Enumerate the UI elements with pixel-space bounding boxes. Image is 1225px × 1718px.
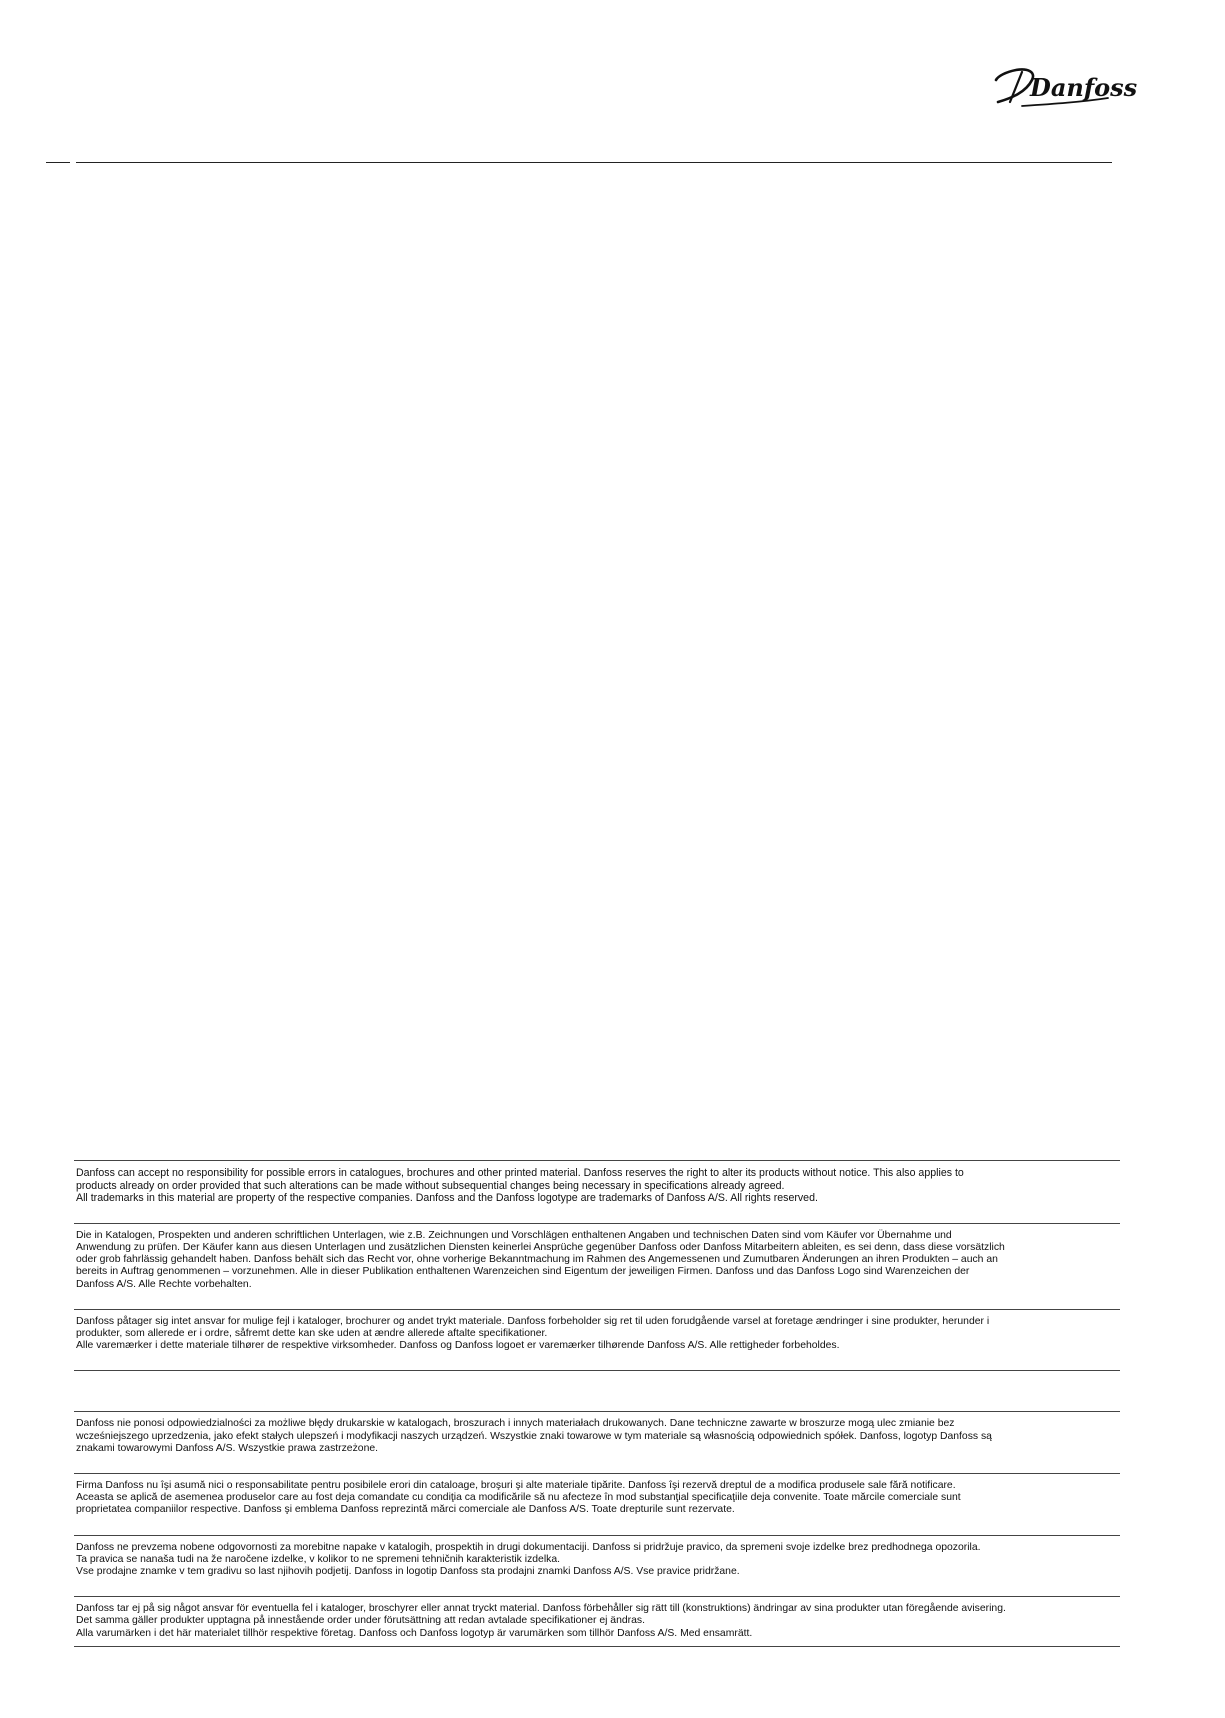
disclaimer-line: oder grob fahrlässig gehandelt haben. Danfoss behält sich das Recht vor, ohne vorherige Bekanntmachung im Rahmen des Angemessenen und Zumutbaren Änderungen an ihren Produkten – auch an: [76, 1254, 998, 1266]
disclaimer-line: Alle varemærker i dette materiale tilhører de respektive virksomheder. Danfoss og Danfoss logoet er varemærker tilhørende Danfoss A/S. Alle rettigheder forbeholdes.: [76, 1340, 840, 1352]
disclaimer-line: produkter, som allerede er i ordre, såfremt dette kan ske uden at ændre allerede aftalte specifikationer.: [76, 1328, 548, 1339]
disclaimer-empty: [74, 1370, 1120, 1399]
disclaimer-line: Danfoss påtager sig intet ansvar for mulige fejl i kataloger, brochurer og andet trykt materiale. Danfoss forbeholder sig ret til uden forudgående varsel at foretage ændringer i sine produkter, herunder i: [76, 1315, 990, 1327]
disclaimer-line: Firma Danfoss nu îşi asumă nici o responsabilitate pentru posibilele erori din cataloage, broşuri şi alte materiale tipărite. Danfoss îşi rezervă dreptul de a modifica produsele sale fără notificare.: [76, 1480, 956, 1492]
danfoss-logo: [992, 62, 1138, 110]
logo-wordmark: Danfoss: [1030, 73, 1138, 102]
disclaimer-line: Die in Katalogen, Prospekten und anderen schriftlichen Unterlagen, wie z.B. Zeichnungen und Vorschlägen enthaltenen Angaben und technischen Daten sind vom Käufer vor Übernahme und: [76, 1229, 952, 1241]
disclaimer-polish: [74, 1411, 1120, 1461]
disclaimer-line: bereits in Auftrag genommenen – vorzunehmen. Alle in dieser Publikation enthaltenen Warenzeichen sind Eigentum der jeweiligen Firmen. Danfoss und das Danfoss Logo sind Warenzeichen der: [76, 1266, 970, 1278]
disclaimer-line: Danfoss nie ponosi odpowiedzialności za możliwe błędy drukarskie w katalogach, broszurach i innych materiałach drukowanych. Dane techniczne zawarte w broszurze mogą ulec zmianie bez: [76, 1418, 955, 1430]
disclaimer-line: znakami towarowymi Danfoss A/S. Wszystkie prawa zastrzeżone.: [76, 1442, 379, 1454]
disclaimer-line: Ta pravica se nanaša tudi na že naročene izdelke, v kolikor to ne spremeni tehničnih karakteristik izdelka.: [76, 1553, 560, 1565]
disclaimer-line: Danfoss tar ej på sig något ansvar för eventuella fel i kataloger, broschyrer eller annat tryckt material. Danfoss förbehåller sig rätt till (konstruktions) ändringar av sina produkter utan föregående avisering.: [76, 1603, 1006, 1615]
disclaimer-line: Danfoss A/S. Alle Rechte vorbehalten.: [76, 1278, 252, 1290]
disclaimer-line: Danfoss ne prevzema nobene odgovornosti za morebitne napake v katalogih, prospektih in drugi dokumentaciji. Danfoss si pridržuje pravico, da spremeni svoje izdelke brez predhodnega opozorila.: [76, 1541, 981, 1553]
disclaimer-german: [74, 1223, 1120, 1297]
disclaimer-line: proprietatea companiilor respective. Danfoss şi emblema Danfoss reprezintă mărci comerciale ale Danfoss A/S. Toate drepturile sunt rezervate.: [76, 1504, 735, 1516]
disclaimer-line: Vse prodajne znamke v tem gradivu so last njihovih podjetij. Danfoss in logotip Danfoss sta prodajni znamki Danfoss A/S. Vse pravice pridržane.: [76, 1566, 740, 1578]
header-rule: [76, 162, 1112, 163]
disclaimer-line: Alla varumärken i det här materialet tillhör respektive företag. Danfoss och Danfoss logotyp är varumärken som tillhör Danfoss A/S. Med ensamrätt.: [76, 1627, 753, 1639]
disclaimer-swedish: [74, 1596, 1120, 1647]
disclaimer-line: Danfoss can accept no responsibility for possible errors in catalogues, brochures and other printed material. Danfoss reserves the right to alter its products without notice. This also applies to: [76, 1167, 964, 1179]
disclaimer-line: Aceasta se aplică de asemenea produselor care au fost deja comandate cu condiţia ca modificările să nu afecteze în mod substanţial specificaţiile deja convenite. Toate mărcile comerciale sunt: [76, 1492, 961, 1504]
disclaimer-line: All trademarks in this material are property of the respective companies. Danfoss and the Danfoss logotype are trademarks of Danfoss A/S. All rights reserved.: [76, 1192, 818, 1205]
disclaimer-slovenian: [74, 1535, 1120, 1585]
header-rule-short: [46, 162, 70, 163]
disclaimer-line: wcześniejszego uprzedzenia, jako efekt stałych ulepszeń i modyfikacji naszych urządzeń. Wszystkie znaki towarowe w tym materiale są własnością odpowiednich spółek. Danfoss, logotyp Danfoss są: [76, 1430, 992, 1442]
legal-disclaimers: [74, 1160, 1120, 1647]
disclaimer-line: products already on order provided that such alterations can be made without subsequential changes being necessary in specifications already agreed.: [76, 1179, 785, 1192]
disclaimer-english: [74, 1160, 1120, 1211]
disclaimer-danish: [74, 1309, 1120, 1359]
disclaimer-line: Anwendung zu prüfen. Der Käufer kann aus diesen Unterlagen und zusätzlichen Diensten keinerlei Ansprüche gegenüber Danfoss oder Danfoss Mitarbeitern ableiten, es sei denn, dass diese vorsätzlich: [76, 1241, 1005, 1253]
disclaimer-line: Det samma gäller produkter upptagna på innestående order under förutsättning att redan avtalade specifikationer ej ändras.: [76, 1615, 645, 1627]
disclaimer-romanian: [74, 1473, 1120, 1523]
